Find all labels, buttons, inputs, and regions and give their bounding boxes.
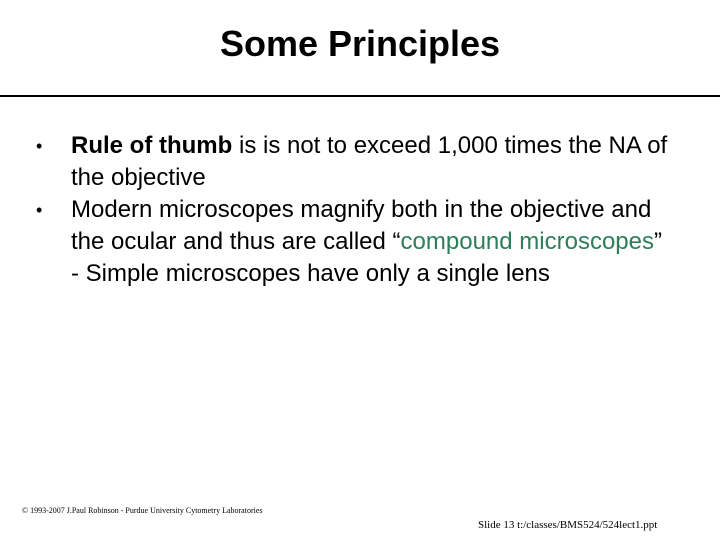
bullet-marker: • xyxy=(36,136,43,156)
bullet-text-before: Modern microscopes magnify both in the objective and the ocular and thus are called “ xyxy=(71,196,652,255)
bullet-item-modern-microscopes xyxy=(36,194,676,290)
slide-title: Some Principles xyxy=(219,23,501,64)
bullet-text-after: ” - Simple microscopes have only a single lens xyxy=(71,228,662,287)
highlight-term: compound microscopes xyxy=(400,228,654,255)
bullet-lead-bold: Rule of thumb xyxy=(71,132,233,159)
footer-copyright: © 1993-2007 J.Paul Robinson - Purdue University Cytometry Laboratories xyxy=(22,506,263,515)
bullet-item-rule-of-thumb xyxy=(36,130,676,194)
footer-slide-info: Slide 13 t:/classes/BMS524/524lect1.ppt xyxy=(478,519,658,531)
bullet-list xyxy=(36,130,676,290)
bullet-marker: • xyxy=(36,200,43,220)
title-divider xyxy=(0,95,720,97)
bullet-text: is is not to exceed 1,000 times the NA of the objective xyxy=(71,132,668,191)
